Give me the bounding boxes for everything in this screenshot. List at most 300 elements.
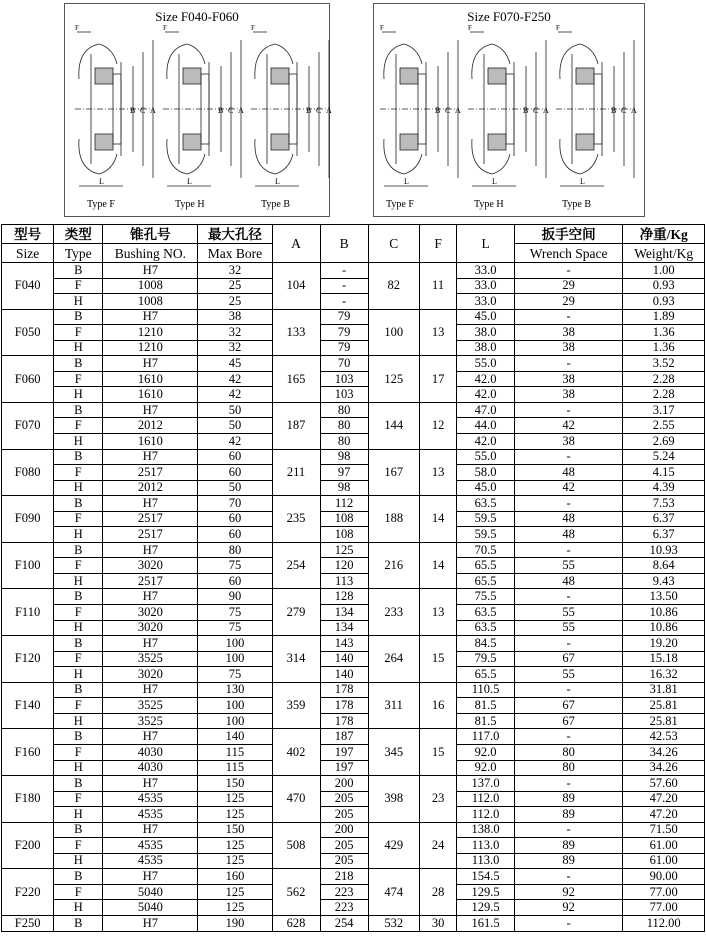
type-cell: B	[54, 496, 103, 512]
l-cell: 81.5	[457, 698, 514, 714]
weight-cell: 47.20	[623, 791, 705, 807]
bushing-cell: H7	[103, 869, 198, 885]
c-cell: 264	[368, 636, 419, 683]
type-cell: H	[54, 527, 103, 543]
table-row	[2, 729, 705, 745]
weight-cell: 1.89	[623, 309, 705, 325]
hub-section	[488, 68, 506, 84]
type-cell: B	[54, 449, 103, 465]
size-cell: F110	[2, 589, 54, 636]
c-cell: 311	[368, 682, 419, 729]
figure-title: Size F070-F250	[467, 9, 551, 24]
wrench-cell: -	[514, 263, 623, 279]
a-cell: 359	[272, 682, 320, 729]
wrench-cell: 67	[514, 698, 623, 714]
size-cell: F080	[2, 449, 54, 496]
tyre-outline	[404, 154, 422, 174]
wrench-cell: -	[514, 356, 623, 372]
table-row	[2, 465, 705, 481]
wrench-cell: 55	[514, 558, 623, 574]
dimension-b-label: B	[306, 106, 312, 115]
table-row	[2, 884, 705, 900]
bushing-cell: 3020	[103, 620, 198, 636]
bore-header-cn: 最大孔径	[198, 225, 272, 244]
b-cell: 120	[320, 558, 368, 574]
table-row	[2, 356, 705, 372]
table-row	[2, 325, 705, 341]
table-row	[2, 853, 705, 869]
b-cell: 70	[320, 356, 368, 372]
bore-cell: 45	[198, 356, 272, 372]
tyre-outline	[275, 154, 293, 174]
dimension-f-label: F	[251, 24, 255, 32]
dimension-b-label: B	[523, 106, 529, 115]
type-cell: H	[54, 620, 103, 636]
b-cell: 125	[320, 542, 368, 558]
l-cell: 129.5	[457, 884, 514, 900]
hub-section	[400, 68, 418, 84]
dimension-l-label: L	[187, 177, 192, 186]
l-cell: 63.5	[457, 496, 514, 512]
type-cell: B	[54, 682, 103, 698]
type-cell: B	[54, 263, 103, 279]
table-row	[2, 667, 705, 683]
bushing-cell: 2517	[103, 465, 198, 481]
bore-cell: 25	[198, 278, 272, 294]
type-cell: B	[54, 822, 103, 838]
b-cell: 98	[320, 480, 368, 496]
figure-f040-f060	[64, 3, 330, 217]
table-row	[2, 418, 705, 434]
bushing-cell: H7	[103, 309, 198, 325]
type-cell: B	[54, 915, 103, 931]
wrench-cell: 29	[514, 278, 623, 294]
b-cell: 103	[320, 371, 368, 387]
size-cell: F250	[2, 915, 54, 931]
l-cell: 42.0	[457, 434, 514, 450]
hub-section	[271, 134, 289, 150]
c-cell: 345	[368, 729, 419, 776]
b-cell: 80	[320, 402, 368, 418]
table-row	[2, 496, 705, 512]
wrench-cell: 55	[514, 620, 623, 636]
type-cell: F	[54, 651, 103, 667]
l-cell: 65.5	[457, 667, 514, 683]
l-cell: 154.5	[457, 869, 514, 885]
b-cell: 140	[320, 667, 368, 683]
l-cell: 81.5	[457, 713, 514, 729]
l-cell: 63.5	[457, 620, 514, 636]
coupling-drawings-large	[374, 4, 644, 216]
a-cell: 314	[272, 636, 320, 683]
bore-cell: 80	[198, 542, 272, 558]
bushing-cell: H7	[103, 636, 198, 652]
weight-cell: 1.36	[623, 340, 705, 356]
b-cell: 134	[320, 605, 368, 621]
f-cell: 17	[419, 356, 457, 403]
coupling-drawings-small	[65, 4, 332, 216]
dimension-l-label: L	[492, 177, 497, 186]
weight-cell: 34.26	[623, 744, 705, 760]
l-cell: 79.5	[457, 651, 514, 667]
wrench-header-en: Wrench Space	[514, 244, 623, 263]
c-header: C	[368, 225, 419, 263]
l-cell: 92.0	[457, 760, 514, 776]
l-cell: 59.5	[457, 511, 514, 527]
bore-cell: 100	[198, 636, 272, 652]
bushing-cell: 2517	[103, 511, 198, 527]
bushing-cell: 3525	[103, 651, 198, 667]
b-cell: 205	[320, 807, 368, 823]
type-cell: B	[54, 636, 103, 652]
dimension-c-label: C	[533, 106, 539, 115]
weight-cell: 1.36	[623, 325, 705, 341]
bushing-cell: 4030	[103, 744, 198, 760]
a-cell: 133	[272, 309, 320, 356]
bore-cell: 60	[198, 573, 272, 589]
type-cell: F	[54, 465, 103, 481]
l-cell: 55.0	[457, 449, 514, 465]
type-cell: F	[54, 838, 103, 854]
b-cell: 98	[320, 449, 368, 465]
weight-cell: 34.26	[623, 760, 705, 776]
dimension-l-label: L	[275, 177, 280, 186]
wrench-cell: -	[514, 776, 623, 792]
dimension-l-label: L	[580, 177, 585, 186]
type-cell: F	[54, 791, 103, 807]
a-cell: 235	[272, 496, 320, 543]
b-cell: -	[320, 278, 368, 294]
size-header-en: Size	[2, 244, 54, 263]
bore-cell: 150	[198, 776, 272, 792]
tyre-outline	[187, 44, 205, 64]
b-cell: 79	[320, 325, 368, 341]
type-cell: F	[54, 278, 103, 294]
f-cell: 14	[419, 542, 457, 589]
table-row	[2, 760, 705, 776]
table-row	[2, 542, 705, 558]
bushing-cell: 1008	[103, 278, 198, 294]
type-h-label: Type H	[175, 199, 205, 210]
l-cell: 70.5	[457, 542, 514, 558]
c-cell: 398	[368, 776, 419, 823]
bore-cell: 100	[198, 713, 272, 729]
wrench-cell: 38	[514, 371, 623, 387]
size-cell: F040	[2, 263, 54, 310]
weight-cell: 9.43	[623, 573, 705, 589]
dimension-a-label: A	[238, 106, 244, 115]
type-cell: B	[54, 776, 103, 792]
bushing-cell: 1210	[103, 340, 198, 356]
bore-cell: 32	[198, 340, 272, 356]
bushing-cell: 4535	[103, 838, 198, 854]
l-cell: 137.0	[457, 776, 514, 792]
c-cell: 125	[368, 356, 419, 403]
dimension-a-label: A	[455, 106, 461, 115]
wrench-cell: -	[514, 402, 623, 418]
dimension-f-label: F	[380, 24, 384, 32]
bore-cell: 75	[198, 620, 272, 636]
wrench-cell: 42	[514, 418, 623, 434]
f-cell: 16	[419, 682, 457, 729]
bushing-cell: 1008	[103, 294, 198, 310]
weight-cell: 6.37	[623, 511, 705, 527]
dimension-b-label: B	[130, 106, 136, 115]
size-cell: F140	[2, 682, 54, 729]
weight-cell: 61.00	[623, 838, 705, 854]
tyre-outline	[580, 154, 598, 174]
figure-f070-f250	[373, 3, 645, 217]
wrench-cell: 48	[514, 511, 623, 527]
weight-cell: 13.50	[623, 589, 705, 605]
f-cell: 15	[419, 636, 457, 683]
bushing-cell: 1610	[103, 434, 198, 450]
bushing-cell: H7	[103, 263, 198, 279]
wrench-cell: 48	[514, 527, 623, 543]
table-row	[2, 791, 705, 807]
table-row	[2, 838, 705, 854]
b-cell: 97	[320, 465, 368, 481]
dimension-l-label: L	[99, 177, 104, 186]
wrench-cell: 55	[514, 667, 623, 683]
bushing-cell: 5040	[103, 884, 198, 900]
f-cell: 30	[419, 915, 457, 931]
hub-section	[95, 68, 113, 84]
bore-cell: 42	[198, 434, 272, 450]
bushing-cell: H7	[103, 449, 198, 465]
hub-section	[183, 68, 201, 84]
b-cell: 187	[320, 729, 368, 745]
weight-cell: 8.64	[623, 558, 705, 574]
bore-cell: 60	[198, 449, 272, 465]
table-row	[2, 605, 705, 621]
bore-cell: 75	[198, 558, 272, 574]
bushing-header-cn: 锥孔号	[103, 225, 198, 244]
type-cell: H	[54, 667, 103, 683]
type-cell: H	[54, 760, 103, 776]
wrench-cell: 92	[514, 900, 623, 916]
bore-cell: 125	[198, 807, 272, 823]
bushing-cell: H7	[103, 589, 198, 605]
dimension-f-label: F	[468, 24, 472, 32]
hub-section	[400, 134, 418, 150]
wrench-cell: 80	[514, 760, 623, 776]
hub-section	[183, 134, 201, 150]
weight-cell: 0.93	[623, 278, 705, 294]
c-cell: 233	[368, 589, 419, 636]
type-cell: B	[54, 356, 103, 372]
bore-cell: 50	[198, 480, 272, 496]
table-row	[2, 309, 705, 325]
f-cell: 12	[419, 402, 457, 449]
type-cell: H	[54, 573, 103, 589]
table-row	[2, 434, 705, 450]
b-cell: -	[320, 263, 368, 279]
b-cell: 79	[320, 309, 368, 325]
f-cell: 13	[419, 589, 457, 636]
dimension-c-label: C	[445, 106, 451, 115]
tyre-outline	[492, 44, 510, 64]
header-row-cn	[2, 225, 705, 244]
b-cell: 140	[320, 651, 368, 667]
wrench-cell: -	[514, 729, 623, 745]
b-cell: 143	[320, 636, 368, 652]
bore-cell: 125	[198, 884, 272, 900]
weight-cell: 15.18	[623, 651, 705, 667]
weight-cell: 2.55	[623, 418, 705, 434]
table-row	[2, 480, 705, 496]
table-row	[2, 527, 705, 543]
dimension-a-label: A	[631, 106, 637, 115]
bore-cell: 125	[198, 900, 272, 916]
specification-table	[1, 224, 705, 932]
b-cell: 205	[320, 853, 368, 869]
weight-cell: 5.24	[623, 449, 705, 465]
a-header: A	[272, 225, 320, 263]
c-cell: 167	[368, 449, 419, 496]
f-cell: 24	[419, 822, 457, 869]
weight-cell: 10.86	[623, 605, 705, 621]
type-cell: H	[54, 853, 103, 869]
table-row	[2, 713, 705, 729]
wrench-cell: 29	[514, 294, 623, 310]
figure-title: Size F040-F060	[155, 9, 239, 24]
table-row	[2, 915, 705, 931]
c-cell: 188	[368, 496, 419, 543]
wrench-cell: -	[514, 636, 623, 652]
bore-cell: 130	[198, 682, 272, 698]
l-cell: 65.5	[457, 573, 514, 589]
l-cell: 44.0	[457, 418, 514, 434]
bore-cell: 125	[198, 853, 272, 869]
weight-cell: 77.00	[623, 884, 705, 900]
weight-cell: 4.39	[623, 480, 705, 496]
wrench-cell: -	[514, 496, 623, 512]
b-cell: 178	[320, 713, 368, 729]
wrench-cell: -	[514, 542, 623, 558]
b-cell: 223	[320, 884, 368, 900]
bore-cell: 42	[198, 371, 272, 387]
bore-cell: 190	[198, 915, 272, 931]
dimension-c-label: C	[316, 106, 322, 115]
size-cell: F060	[2, 356, 54, 403]
l-cell: 58.0	[457, 465, 514, 481]
b-cell: 134	[320, 620, 368, 636]
b-cell: 223	[320, 900, 368, 916]
weight-cell: 19.20	[623, 636, 705, 652]
bushing-cell: 4535	[103, 791, 198, 807]
l-cell: 65.5	[457, 558, 514, 574]
table-row	[2, 900, 705, 916]
bushing-cell: H7	[103, 356, 198, 372]
size-cell: F180	[2, 776, 54, 823]
wrench-cell: 55	[514, 605, 623, 621]
table-row	[2, 371, 705, 387]
b-cell: 108	[320, 527, 368, 543]
table-row	[2, 744, 705, 760]
table-row	[2, 387, 705, 403]
hub-section	[271, 68, 289, 84]
bushing-cell: H7	[103, 682, 198, 698]
b-cell: 218	[320, 869, 368, 885]
wrench-cell: 48	[514, 465, 623, 481]
table-row	[2, 636, 705, 652]
size-cell: F200	[2, 822, 54, 869]
type-cell: B	[54, 729, 103, 745]
bore-cell: 140	[198, 729, 272, 745]
type-f-label: Type F	[87, 199, 115, 210]
bushing-cell: 5040	[103, 900, 198, 916]
table-row	[2, 589, 705, 605]
l-cell: 59.5	[457, 527, 514, 543]
type-cell: H	[54, 480, 103, 496]
wrench-cell: -	[514, 915, 623, 931]
tyre-outline	[99, 44, 117, 64]
weight-cell: 2.28	[623, 371, 705, 387]
type-cell: H	[54, 713, 103, 729]
wrench-cell: 80	[514, 744, 623, 760]
type-cell: F	[54, 511, 103, 527]
bushing-cell: 4535	[103, 853, 198, 869]
b-header: B	[320, 225, 368, 263]
a-cell: 211	[272, 449, 320, 496]
hub-section	[576, 134, 594, 150]
weight-cell: 47.20	[623, 807, 705, 823]
weight-header-cn: 净重/Kg	[623, 225, 705, 244]
dimension-l-label: L	[404, 177, 409, 186]
size-cell: F160	[2, 729, 54, 776]
weight-cell: 77.00	[623, 900, 705, 916]
b-cell: 80	[320, 434, 368, 450]
l-cell: 112.0	[457, 791, 514, 807]
c-cell: 100	[368, 309, 419, 356]
wrench-cell: -	[514, 589, 623, 605]
hub-section	[576, 68, 594, 84]
wrench-cell: 67	[514, 651, 623, 667]
b-cell: 205	[320, 791, 368, 807]
wrench-cell: 42	[514, 480, 623, 496]
dimension-f-label: F	[556, 24, 560, 32]
bore-header-en: Max Bore	[198, 244, 272, 263]
a-cell: 279	[272, 589, 320, 636]
l-cell: 42.0	[457, 371, 514, 387]
bushing-cell: H7	[103, 496, 198, 512]
table-row	[2, 776, 705, 792]
dimension-a-label: A	[543, 106, 549, 115]
bushing-cell: H7	[103, 915, 198, 931]
l-cell: 129.5	[457, 900, 514, 916]
l-cell: 117.0	[457, 729, 514, 745]
bushing-cell: 1610	[103, 371, 198, 387]
f-cell: 14	[419, 496, 457, 543]
wrench-cell: -	[514, 309, 623, 325]
b-cell: 80	[320, 418, 368, 434]
a-cell: 254	[272, 542, 320, 589]
type-cell: H	[54, 807, 103, 823]
tyre-outline	[275, 44, 293, 64]
type-cell: F	[54, 325, 103, 341]
f-header: F	[419, 225, 457, 263]
size-cell: F090	[2, 496, 54, 543]
type-cell: H	[54, 900, 103, 916]
bore-cell: 90	[198, 589, 272, 605]
bore-cell: 115	[198, 760, 272, 776]
size-cell: F070	[2, 402, 54, 449]
bushing-cell: 2012	[103, 418, 198, 434]
l-cell: 38.0	[457, 325, 514, 341]
weight-cell: 4.15	[623, 465, 705, 481]
bushing-cell: 3020	[103, 605, 198, 621]
